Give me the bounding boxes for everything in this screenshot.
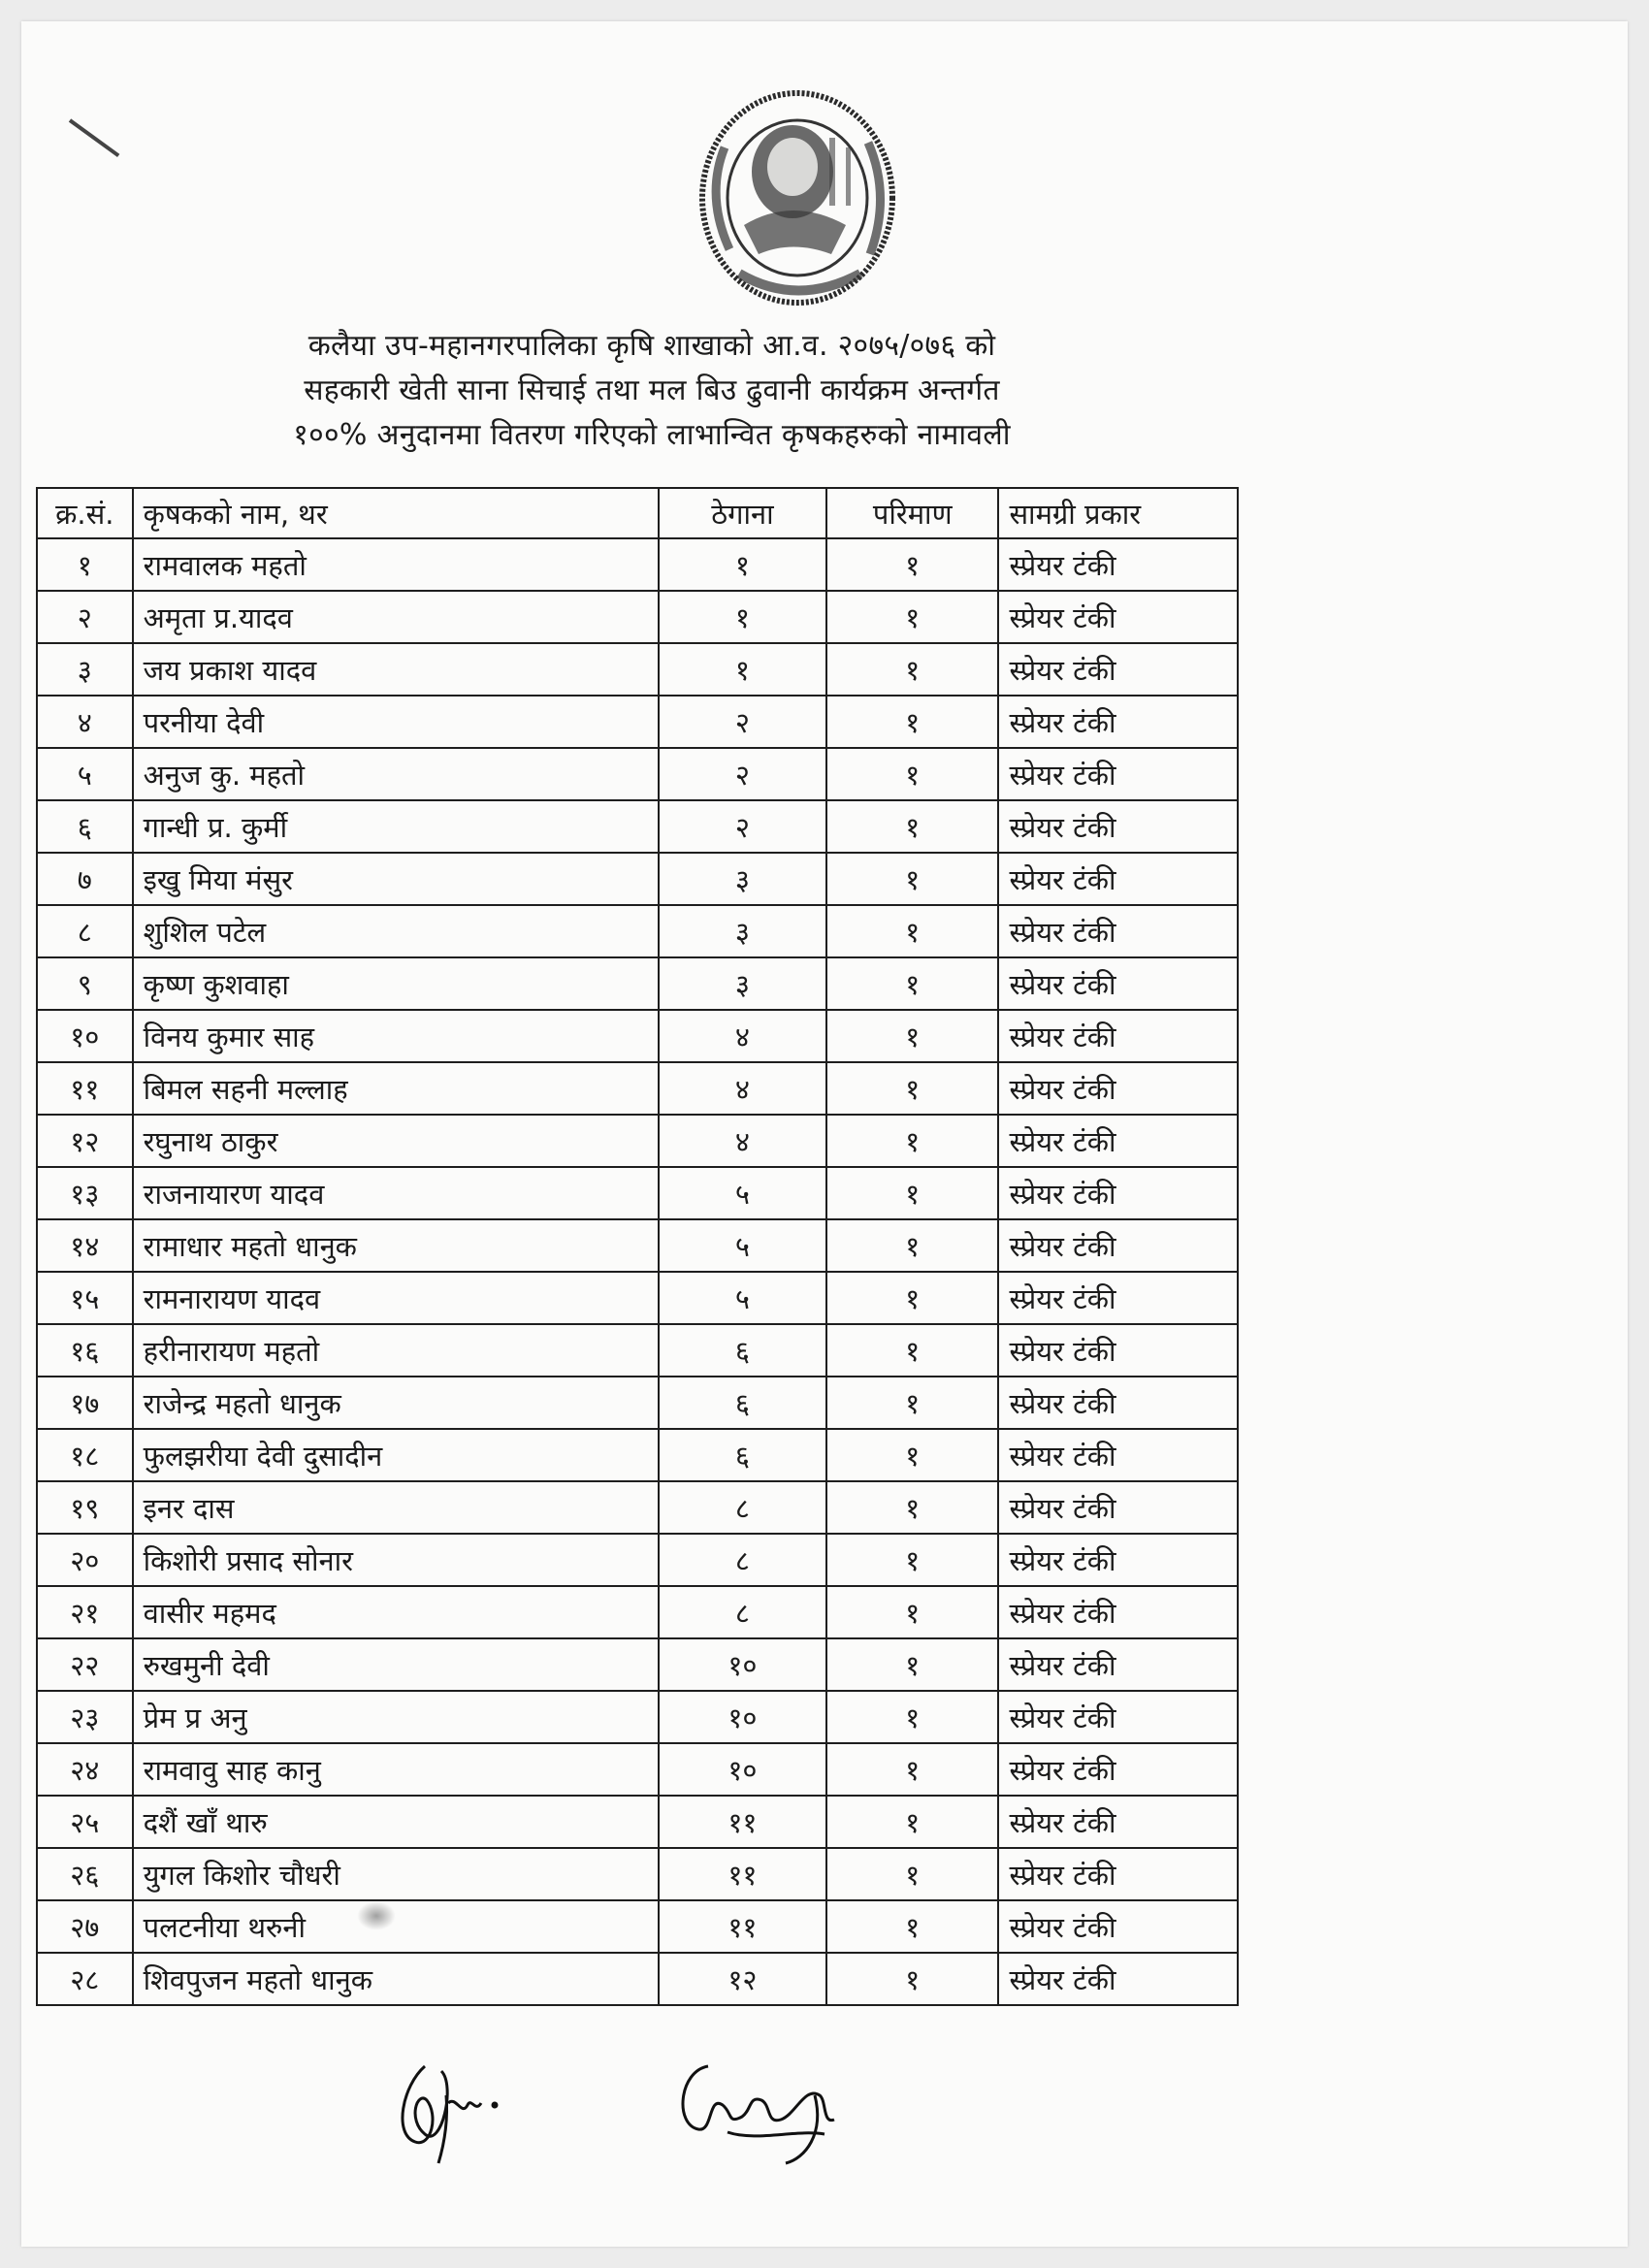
farmer-name-cell: इखु मिया मंसुर <box>133 853 659 905</box>
quantity-cell: १ <box>826 1324 998 1377</box>
table-row <box>37 905 1238 957</box>
address-ward-cell: ५ <box>659 1219 826 1272</box>
item-type-cell: स्प्रेयर टंकी <box>998 800 1238 853</box>
quantity-cell: १ <box>826 1377 998 1429</box>
quantity-cell: १ <box>826 957 998 1010</box>
farmer-name-cell: राजनायारण यादव <box>133 1167 659 1219</box>
serial-cell: २० <box>37 1534 133 1586</box>
item-type-cell: स्प्रेयर टंकी <box>998 1586 1238 1638</box>
item-type-cell: स्प्रेयर टंकी <box>998 1743 1238 1796</box>
table-row <box>37 1534 1238 1586</box>
quantity-cell: १ <box>826 1167 998 1219</box>
table-row <box>37 1953 1238 2005</box>
serial-cell: २४ <box>37 1743 133 1796</box>
farmer-name-cell: कृष्ण कुशवाहा <box>133 957 659 1010</box>
farmer-name-cell: युगल किशोर चौधरी <box>133 1848 659 1900</box>
address-ward-cell: १० <box>659 1743 826 1796</box>
beneficiary-table <box>36 487 1239 2006</box>
quantity-cell: १ <box>826 1848 998 1900</box>
address-ward-cell: ११ <box>659 1848 826 1900</box>
serial-cell: १४ <box>37 1219 133 1272</box>
table-row <box>37 1481 1238 1534</box>
farmer-name-cell: जय प्रकाश यादव <box>133 643 659 696</box>
quantity-cell: १ <box>826 1272 998 1324</box>
item-type-cell: स्प्रेयर टंकी <box>998 1219 1238 1272</box>
address-ward-cell: ४ <box>659 1115 826 1167</box>
quantity-cell: १ <box>826 853 998 905</box>
address-ward-cell: ३ <box>659 957 826 1010</box>
document-heading <box>177 324 1127 458</box>
table-row <box>37 1586 1238 1638</box>
item-type-cell: स्प्रेयर टंकी <box>998 1272 1238 1324</box>
address-ward-cell: १० <box>659 1691 826 1743</box>
item-type-cell: स्प्रेयर टंकी <box>998 1953 1238 2005</box>
serial-cell: ७ <box>37 853 133 905</box>
quantity-cell: १ <box>826 643 998 696</box>
serial-cell: १० <box>37 1010 133 1062</box>
quantity-cell: १ <box>826 1429 998 1481</box>
item-type-cell: स्प्रेयर टंकी <box>998 1324 1238 1377</box>
quantity-cell: १ <box>826 1010 998 1062</box>
serial-cell: २३ <box>37 1691 133 1743</box>
quantity-cell: १ <box>826 1691 998 1743</box>
farmer-name-cell: विनय कुमार साह <box>133 1010 659 1062</box>
item-type-cell: स्प्रेयर टंकी <box>998 643 1238 696</box>
farmer-name-cell: गान्धी प्र. कुर्मी <box>133 800 659 853</box>
table-row <box>37 1377 1238 1429</box>
table-row <box>37 1062 1238 1115</box>
farmer-name-cell: रामनारायण यादव <box>133 1272 659 1324</box>
table-row <box>37 1219 1238 1272</box>
farmer-name-cell: अनुज कु. महतो <box>133 748 659 800</box>
farmer-name-cell: हरीनारायण महतो <box>133 1324 659 1377</box>
serial-cell: १९ <box>37 1481 133 1534</box>
serial-cell: ३ <box>37 643 133 696</box>
item-type-cell: स्प्रेयर टंकी <box>998 1010 1238 1062</box>
official-seal <box>686 80 909 317</box>
table-row <box>37 1324 1238 1377</box>
address-ward-cell: ६ <box>659 1429 826 1481</box>
address-ward-cell: ८ <box>659 1481 826 1534</box>
table-header-row <box>37 488 1238 538</box>
item-type-cell: स्प्रेयर टंकी <box>998 957 1238 1010</box>
table-row <box>37 1900 1238 1953</box>
address-ward-cell: १ <box>659 538 826 591</box>
serial-cell: ९ <box>37 957 133 1010</box>
serial-cell: १३ <box>37 1167 133 1219</box>
serial-cell: ८ <box>37 905 133 957</box>
farmer-name-cell: रामाधार महतो धानुक <box>133 1219 659 1272</box>
farmer-name-cell: रामवावु साह कानु <box>133 1743 659 1796</box>
item-type-cell: स्प्रेयर टंकी <box>998 1848 1238 1900</box>
address-ward-cell: २ <box>659 800 826 853</box>
farmer-name-cell: दशैं खाँ थारु <box>133 1796 659 1848</box>
table-row <box>37 957 1238 1010</box>
column-header-quantity: परिमाण <box>826 488 998 538</box>
ink-smudge <box>357 1901 396 1930</box>
address-ward-cell: ८ <box>659 1534 826 1586</box>
table-row <box>37 853 1238 905</box>
table-row <box>37 800 1238 853</box>
item-type-cell: स्प्रेयर टंकी <box>998 1796 1238 1848</box>
table-row <box>37 1848 1238 1900</box>
quantity-cell: १ <box>826 905 998 957</box>
table-row <box>37 1115 1238 1167</box>
address-ward-cell: ६ <box>659 1377 826 1429</box>
address-ward-cell: ६ <box>659 1324 826 1377</box>
table-row <box>37 1796 1238 1848</box>
item-type-cell: स्प्रेयर टंकी <box>998 1900 1238 1953</box>
item-type-cell: स्प्रेयर टंकी <box>998 853 1238 905</box>
farmer-name-cell: राजेन्द्र महतो धानुक <box>133 1377 659 1429</box>
table-row <box>37 1743 1238 1796</box>
signature-2 <box>683 2066 834 2163</box>
table-row <box>37 1272 1238 1324</box>
quantity-cell: १ <box>826 1219 998 1272</box>
farmer-name-cell: बिमल सहनी मल्लाह <box>133 1062 659 1115</box>
serial-cell: १६ <box>37 1324 133 1377</box>
farmer-name-cell: फुलझरीया देवी दुसादीन <box>133 1429 659 1481</box>
table-row <box>37 643 1238 696</box>
table-row <box>37 538 1238 591</box>
quantity-cell: १ <box>826 1900 998 1953</box>
farmer-name-cell: परनीया देवी <box>133 696 659 748</box>
item-type-cell: स्प्रेयर टंकी <box>998 1115 1238 1167</box>
quantity-cell: १ <box>826 1638 998 1691</box>
quantity-cell: १ <box>826 748 998 800</box>
quantity-cell: १ <box>826 1115 998 1167</box>
farmer-name-cell: शिवपुजन महतो धानुक <box>133 1953 659 2005</box>
address-ward-cell: १० <box>659 1638 826 1691</box>
quantity-cell: १ <box>826 1743 998 1796</box>
farmer-name-cell: पलटनीया थरुनी <box>133 1900 659 1953</box>
item-type-cell: स्प्रेयर टंकी <box>998 1691 1238 1743</box>
item-type-cell: स्प्रेयर टंकी <box>998 1167 1238 1219</box>
farmer-name-cell: शुशिल पटेल <box>133 905 659 957</box>
table-row <box>37 1691 1238 1743</box>
item-type-cell: स्प्रेयर टंकी <box>998 1062 1238 1115</box>
serial-cell: १७ <box>37 1377 133 1429</box>
table-row <box>37 748 1238 800</box>
serial-cell: ६ <box>37 800 133 853</box>
item-type-cell: स्प्रेयर टंकी <box>998 1638 1238 1691</box>
serial-cell: २२ <box>37 1638 133 1691</box>
table-row <box>37 1010 1238 1062</box>
address-ward-cell: ३ <box>659 853 826 905</box>
quantity-cell: १ <box>826 1796 998 1848</box>
serial-cell: १८ <box>37 1429 133 1481</box>
address-ward-cell: ११ <box>659 1900 826 1953</box>
table-row <box>37 1429 1238 1481</box>
serial-cell: २८ <box>37 1953 133 2005</box>
serial-cell: २५ <box>37 1796 133 1848</box>
serial-cell: २७ <box>37 1900 133 1953</box>
item-type-cell: स्प्रेयर टंकी <box>998 696 1238 748</box>
address-ward-cell: १ <box>659 591 826 643</box>
address-ward-cell: २ <box>659 748 826 800</box>
serial-cell: ४ <box>37 696 133 748</box>
serial-cell: ५ <box>37 748 133 800</box>
address-ward-cell: ५ <box>659 1167 826 1219</box>
heading-line-1: कलैया उप-महानगरपालिका कृषि शाखाको आ.व. २०७५/०७६ को <box>307 329 996 363</box>
heading-line-2: सहकारी खेती साना सिचाई तथा मल बिउ ढुवानी कार्यक्रम अन्तर्गत <box>304 373 1000 407</box>
item-type-cell: स्प्रेयर टंकी <box>998 1481 1238 1534</box>
item-type-cell: स्प्रेयर टंकी <box>998 591 1238 643</box>
address-ward-cell: ११ <box>659 1796 826 1848</box>
address-ward-cell: ५ <box>659 1272 826 1324</box>
serial-cell: २१ <box>37 1586 133 1638</box>
quantity-cell: १ <box>826 591 998 643</box>
table-row <box>37 1167 1238 1219</box>
address-ward-cell: ४ <box>659 1010 826 1062</box>
quantity-cell: १ <box>826 1586 998 1638</box>
quantity-cell: १ <box>826 1481 998 1534</box>
address-ward-cell: ४ <box>659 1062 826 1115</box>
quantity-cell: १ <box>826 800 998 853</box>
serial-cell: २ <box>37 591 133 643</box>
item-type-cell: स्प्रेयर टंकी <box>998 905 1238 957</box>
address-ward-cell: ८ <box>659 1586 826 1638</box>
signature-1 <box>403 2066 497 2163</box>
address-ward-cell: ३ <box>659 905 826 957</box>
address-ward-cell: २ <box>659 696 826 748</box>
serial-cell: १२ <box>37 1115 133 1167</box>
quantity-cell: १ <box>826 1953 998 2005</box>
quantity-cell: १ <box>826 1534 998 1586</box>
serial-cell: ११ <box>37 1062 133 1115</box>
item-type-cell: स्प्रेयर टंकी <box>998 748 1238 800</box>
farmer-name-cell: रामवालक महतो <box>133 538 659 591</box>
table-row <box>37 591 1238 643</box>
signatures <box>388 2027 970 2173</box>
column-header-item-type: सामग्री प्रकार <box>998 488 1238 538</box>
quantity-cell: १ <box>826 538 998 591</box>
table-row <box>37 1638 1238 1691</box>
serial-cell: १ <box>37 538 133 591</box>
farmer-name-cell: किशोरी प्रसाद सोनार <box>133 1534 659 1586</box>
quantity-cell: १ <box>826 696 998 748</box>
serial-cell: २६ <box>37 1848 133 1900</box>
farmer-name-cell: इनर दास <box>133 1481 659 1534</box>
farmer-name-cell: अमृता प्र.यादव <box>133 591 659 643</box>
item-type-cell: स्प्रेयर टंकी <box>998 538 1238 591</box>
farmer-name-cell: वासीर महमद <box>133 1586 659 1638</box>
serial-cell: १५ <box>37 1272 133 1324</box>
item-type-cell: स्प्रेयर टंकी <box>998 1377 1238 1429</box>
item-type-cell: स्प्रेयर टंकी <box>998 1534 1238 1586</box>
pen-mark <box>69 118 120 157</box>
address-ward-cell: १२ <box>659 1953 826 2005</box>
farmer-name-cell: रुखमुनी देवी <box>133 1638 659 1691</box>
column-header-address: ठेगाना <box>659 488 826 538</box>
heading-line-3: १००% अनुदानमा वितरण गरिएको लाभान्वित कृषकहरुको नामावली <box>293 418 1011 452</box>
quantity-cell: १ <box>826 1062 998 1115</box>
address-ward-cell: १ <box>659 643 826 696</box>
column-header-name: कृषकको नाम, थर <box>133 488 659 538</box>
table-row <box>37 696 1238 748</box>
farmer-name-cell: प्रेम प्र अनु <box>133 1691 659 1743</box>
column-header-serial: क्र.सं. <box>37 488 133 538</box>
item-type-cell: स्प्रेयर टंकी <box>998 1429 1238 1481</box>
farmer-name-cell: रघुनाथ ठाकुर <box>133 1115 659 1167</box>
